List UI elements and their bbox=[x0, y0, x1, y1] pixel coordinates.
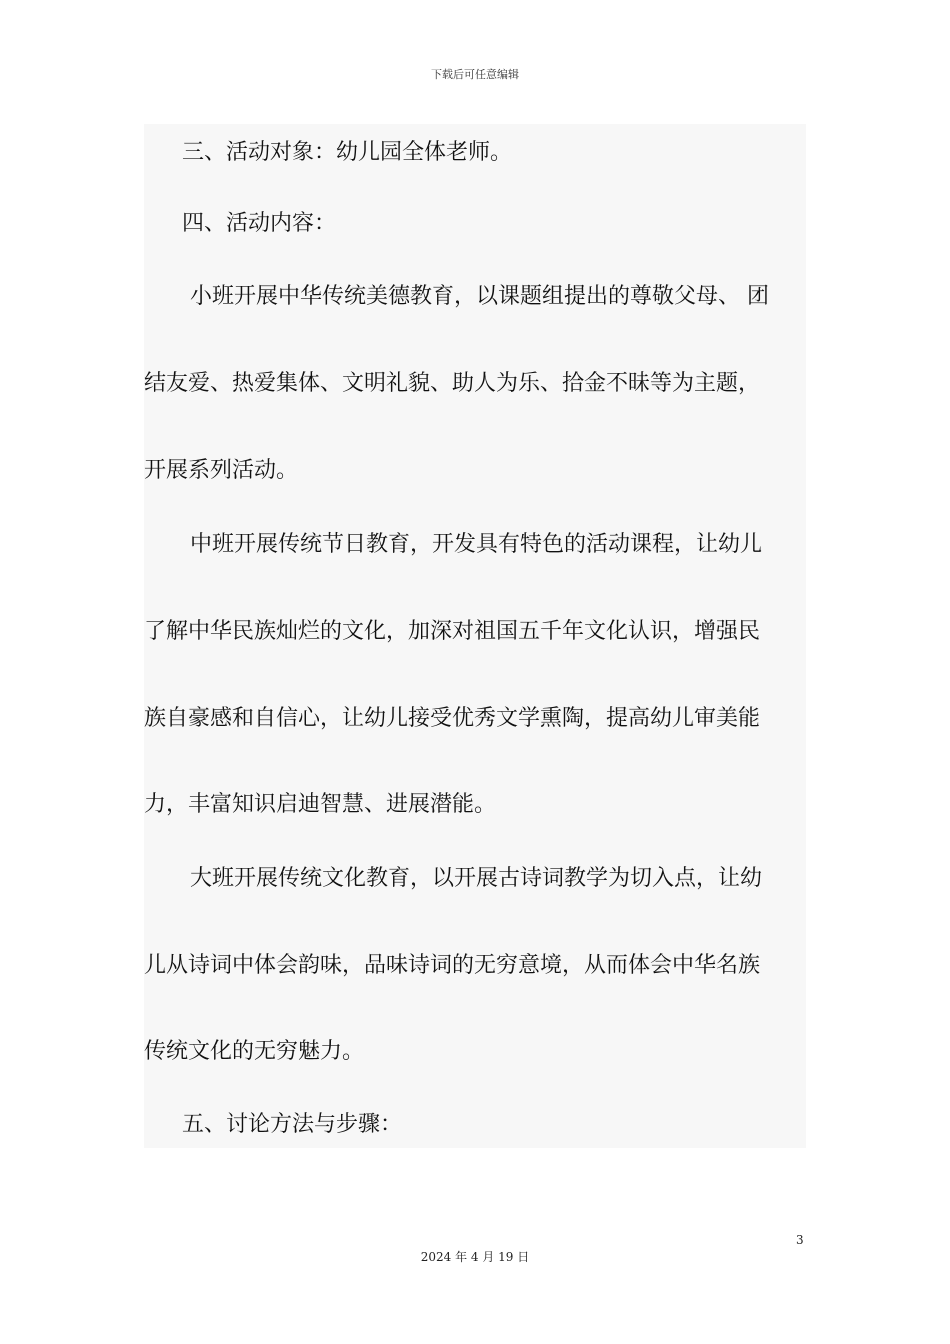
page-number: 3 bbox=[796, 1233, 804, 1247]
small-class-line-3: 开展系列活动。 bbox=[144, 458, 299, 483]
big-class-line-3: 传统文化的无穷魅力。 bbox=[144, 1039, 365, 1064]
section-5-heading: 五、讨论方法与步骤： bbox=[182, 1112, 403, 1137]
section-4-heading: 四、活动内容： bbox=[182, 211, 337, 236]
middle-class-line-3: 族自豪感和自信心，让幼儿接受优秀文学熏陶，提高幼儿审美能 bbox=[144, 706, 761, 731]
middle-class-line-1: 中班开展传统节日教育，开发具有特色的活动课程，让幼儿 bbox=[190, 532, 763, 557]
document-body bbox=[144, 124, 806, 1148]
middle-class-line-2: 了解中华民族灿烂的文化，加深对祖国五千年文化认识，增强民 bbox=[144, 619, 761, 644]
section-3-heading: 三、活动对象：幼儿园全体老师。 bbox=[182, 140, 513, 165]
page-footer-date: 2024 年 4 月 19 日 bbox=[420, 1250, 530, 1264]
big-class-line-2: 儿从诗词中体会韵味，品味诗词的无穷意境，从而体会中华名族 bbox=[144, 953, 761, 978]
page-header: 下载后可任意编辑 bbox=[431, 68, 519, 81]
small-class-line-2: 结友爱、热爱集体、文明礼貌、助人为乐、拾金不昧等为主题， bbox=[144, 371, 761, 396]
middle-class-line-4: 力，丰富知识启迪智慧、进展潜能。 bbox=[144, 792, 497, 817]
big-class-line-1: 大班开展传统文化教育，以开展古诗词教学为切入点，让幼 bbox=[190, 866, 763, 891]
small-class-line-1: 小班开展中华传统美德教育，以课题组提出的尊敬父母、 团 bbox=[190, 284, 769, 309]
